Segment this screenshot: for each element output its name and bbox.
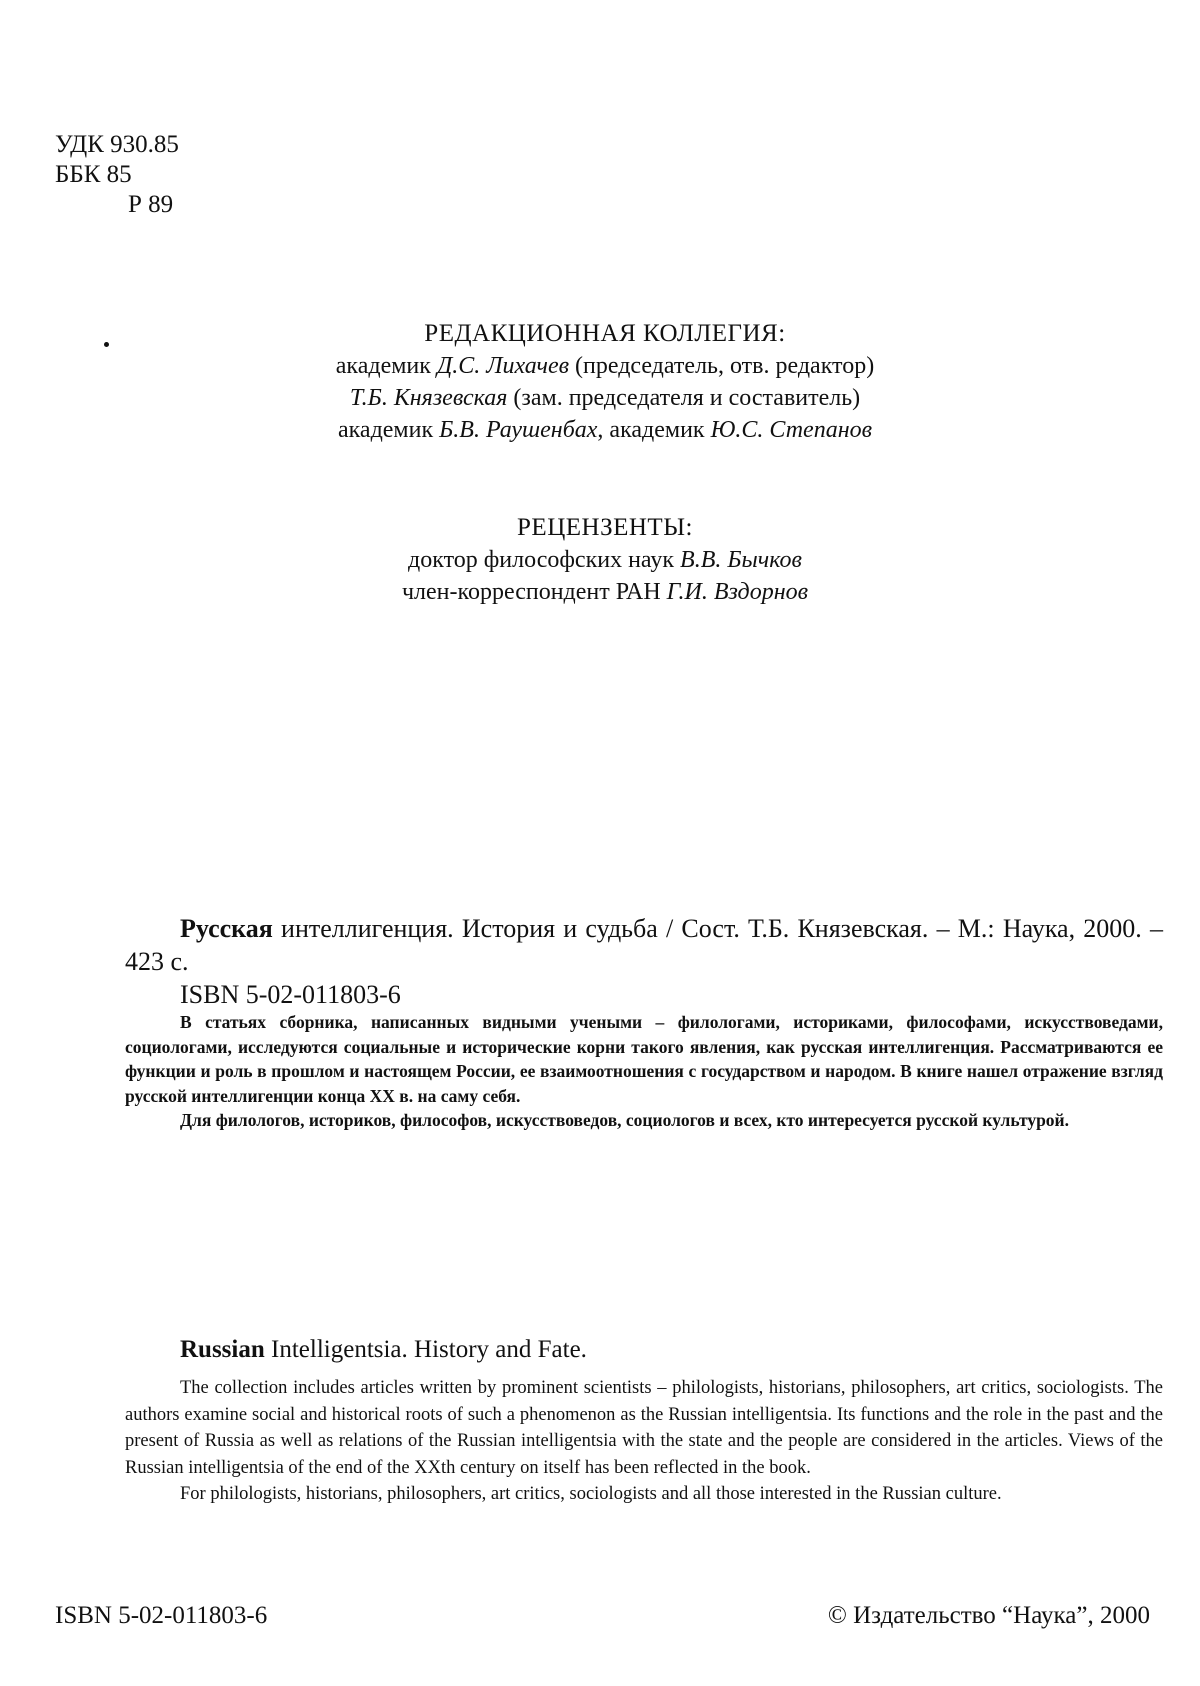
reviewer-line-1: доктор философских наук В.В. Бычков (408, 547, 802, 573)
reviewers-heading: РЕЦЕНЗЕНТЫ: (517, 514, 693, 541)
footer-copyright: © Издательство “Наука”, 2000 (827, 1602, 1150, 1629)
abstract-ru-paragraph-2: Для филологов, историков, философов, искусствоведов, социологов и всех, кто интересуется русской культурой. (180, 1110, 1070, 1130)
classification-codes (55, 130, 179, 220)
title-rest-en: Intelligentsia. History and Fate. (264, 1336, 587, 1363)
editor-name-knyazevskaya: Т.Б. Князевская (349, 385, 508, 411)
udk-code: УДК 930.85 (55, 131, 179, 158)
abstract-ru-paragraph-1: В статьях сборника, написанных видными учеными – филологами, историками, философами, искусствоведами, социологами, исследуются социальные и исторические корни такого явления, как русская интеллигенция. Рассматриваются ее функции и роль в прошлом и настоящем России, ее взаимоотношения с государством и народом. В книге нашел отражение взгляд русской интеллигенции конца XX в. на саму себя. (125, 1012, 1163, 1106)
editor-name-raushenbakh: Б.В. Раушенбах (439, 417, 598, 443)
reviewer-line-2: член-корреспондент РАН Г.И. Вздорнов (401, 579, 809, 605)
reviewer-name-bychkov: В.В. Бычков (680, 547, 802, 573)
abstract-en-paragraph-1: The collection includes articles written by prominent scientists – philologists, historians, philosophers, art critics, sociologists. The authors examine social and historical roots of such a phenomenon as the Russian intelligentsia. Its functions and the role in the past and the present of Russia as well as relations of the Russian intelligentsia with the state and the people are considered in the articles. Views of the Russian intelligentsia of the end of the XXth century on itself has been reflected in the book. (125, 1378, 1163, 1478)
abstract-ru (125, 1010, 1163, 1133)
editor-name-likhachev: Д.С. Лихачев (436, 353, 570, 379)
biblio-isbn-ru: ISBN 5-02-011803-6 (180, 980, 401, 1009)
bbk-code: ББК 85 (55, 161, 132, 188)
editorial-board-line-3: академик Б.В. Раушенбах, академик Ю.С. Степанов (337, 417, 873, 443)
footer-isbn: ISBN 5-02-011803-6 (55, 1602, 268, 1629)
abstract-en (125, 1375, 1163, 1508)
abstract-en-paragraph-2: For philologists, historians, philosophers, art critics, sociologists and all those interested in the Russian culture. (180, 1484, 1002, 1504)
reviewer-name-vzdornov: Г.И. Вздорнов (666, 579, 809, 605)
editor-name-stepanov: Ю.С. Степанов (710, 417, 873, 443)
bibliographic-record-en (180, 1336, 587, 1364)
bibliographic-record-ru (125, 912, 1163, 1011)
editorial-board (200, 318, 1010, 446)
title-bold-ru: Русская (180, 914, 273, 943)
editorial-board-heading: РЕДАКЦИОННАЯ КОЛЛЕГИЯ: (424, 320, 786, 347)
author-mark: Р 89 (128, 191, 174, 218)
stray-dot (104, 342, 109, 347)
title-bold-en: Russian (180, 1336, 265, 1363)
reviewers (200, 512, 1010, 608)
editorial-board-line-1: академик Д.С. Лихачев (председатель, отв. редактор) (335, 353, 875, 379)
editorial-board-line-2: Т.Б. Князевская (зам. председателя и составитель) (349, 385, 861, 411)
biblio-text-ru: интеллигенция. История и судьба / Сост. Т.Б. Князевская. – М.: Наука, 2000. – 423 с. (125, 914, 1163, 976)
